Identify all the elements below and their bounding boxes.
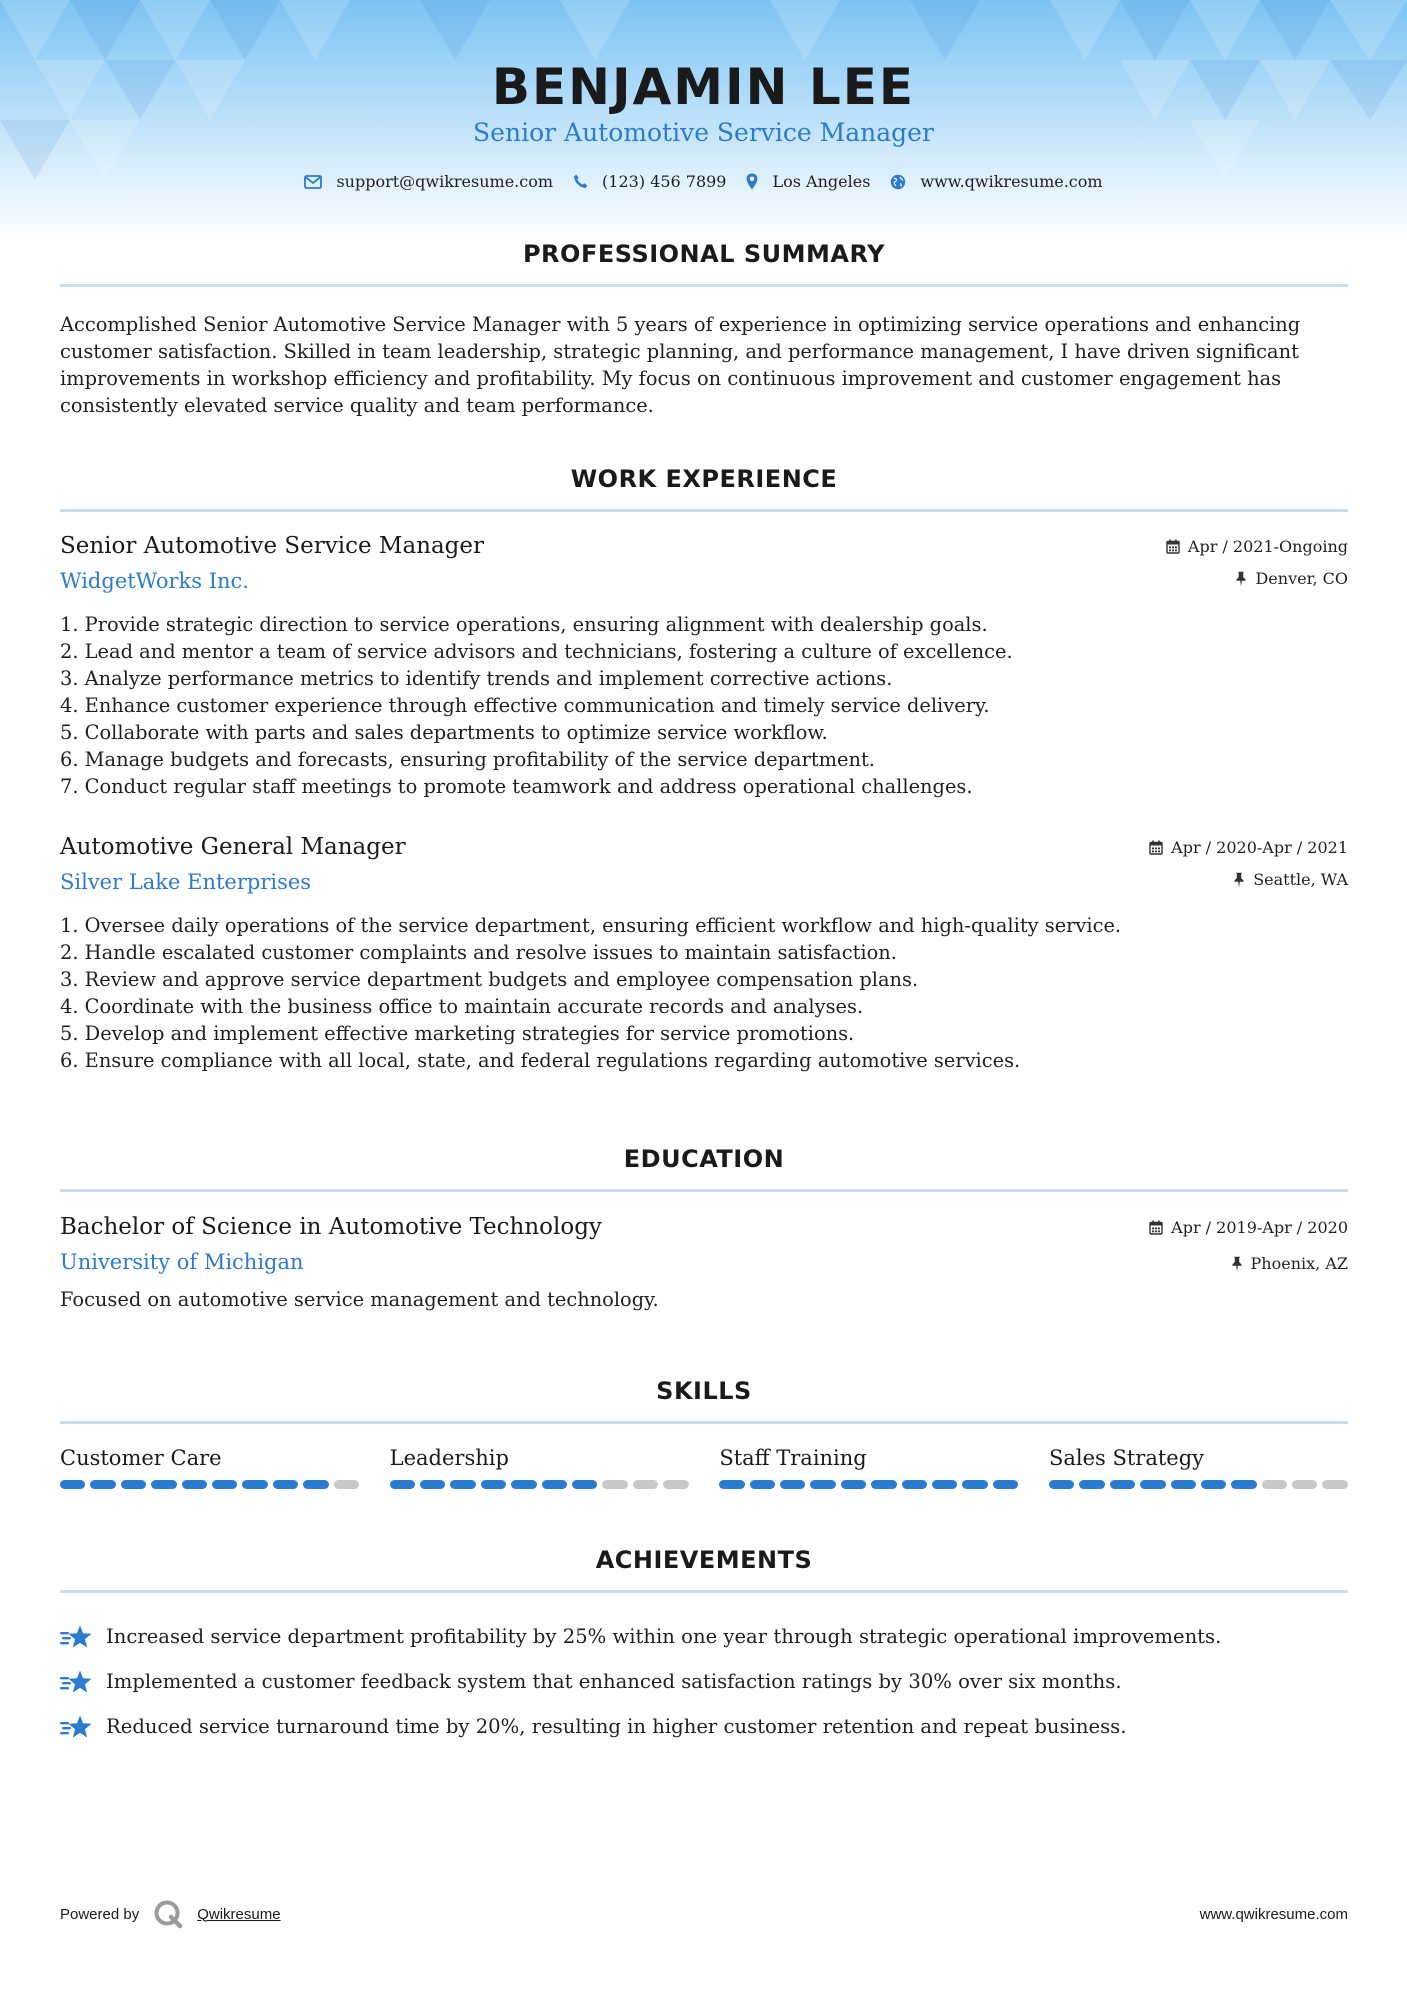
candidate-name: BENJAMIN LEE [491, 58, 916, 116]
duty-item: 1. Oversee daily operations of the service department, ensuring efficient workflow and high-quality service. [60, 914, 1122, 937]
skill-dot-empty [1322, 1480, 1347, 1489]
job-date [1149, 838, 1348, 857]
skill-dot-empty [334, 1480, 359, 1489]
education-entry [60, 1214, 1348, 1324]
job-title: Senior Automotive Service Manager [60, 533, 485, 559]
skill-dot-filled [902, 1480, 927, 1489]
skill-item [719, 1446, 1018, 1489]
skill-name: Customer Care [60, 1446, 222, 1470]
education-divider [60, 1189, 1348, 1192]
education-heading: EDUCATION [623, 1145, 785, 1173]
duty-item: 3. Analyze performance metrics to identify trends and implement corrective actions. [60, 667, 893, 690]
skill-dot-filled [151, 1480, 176, 1489]
skill-name: Sales Strategy [1048, 1446, 1205, 1470]
globe-icon [890, 174, 906, 190]
contact-website-text: www.qwikresume.com [920, 172, 1103, 191]
duty-item: 6. Manage budgets and forecasts, ensuring profitability of the service department. [60, 748, 875, 771]
candidate-role: Senior Automotive Service Manager [473, 118, 934, 147]
job-duties [60, 912, 1121, 1074]
job-location [1233, 870, 1348, 889]
achievement-item [60, 1704, 1348, 1749]
skill-name: Leadership [389, 1446, 509, 1470]
footer-brand-link[interactable]: Qwikresume [197, 1905, 281, 1923]
skill-level-bar [719, 1480, 1018, 1489]
job-date-text: Apr / 2020-Apr / 2021 [1171, 838, 1348, 857]
skills-list [60, 1446, 1348, 1489]
achievement-text: Reduced service turnaround time by 20%, resulting in higher customer retention and repeat business. [106, 1715, 1127, 1738]
skill-dot-filled [1140, 1480, 1165, 1489]
job-location-text: Denver, CO [1255, 569, 1348, 588]
skill-dot-filled [542, 1480, 567, 1489]
duty-item: 5. Collaborate with parts and sales departments to optimize service workflow. [60, 721, 828, 744]
skill-dot-filled [182, 1480, 207, 1489]
contact-email-text: support@qwikresume.com [336, 172, 554, 191]
skills-heading: SKILLS [656, 1377, 752, 1405]
education-location [1231, 1254, 1348, 1273]
pushpin-icon [1235, 571, 1247, 587]
qwikresume-logo-icon [153, 1899, 183, 1929]
skill-dot-filled [1171, 1480, 1196, 1489]
skill-dot-filled [871, 1480, 896, 1489]
skill-name: Staff Training [719, 1446, 867, 1470]
school-name: University of Michigan [60, 1250, 304, 1274]
phone-icon [573, 174, 588, 189]
skill-dot-filled [932, 1480, 957, 1489]
skill-dot-filled [212, 1480, 237, 1489]
experience-heading: WORK EXPERIENCE [570, 465, 838, 493]
achievements-heading: ACHIEVEMENTS [595, 1546, 813, 1574]
pushpin-icon [1231, 1256, 1243, 1272]
skill-dot-filled [993, 1480, 1018, 1489]
duty-item: 4. Coordinate with the business office to maintain accurate records and analyses. [60, 995, 864, 1018]
contact-location-text: Los Angeles [772, 172, 871, 191]
calendar-icon [1166, 539, 1180, 554]
duty-item: 6. Ensure compliance with all local, state, and federal regulations regarding automotive services. [60, 1049, 1021, 1072]
achievement-item [60, 1659, 1348, 1704]
skill-dot-filled [511, 1480, 536, 1489]
education-location-text: Phoenix, AZ [1250, 1254, 1348, 1273]
skill-dot-filled [719, 1480, 744, 1489]
skill-dot-filled [121, 1480, 146, 1489]
skill-dot-filled [303, 1480, 328, 1489]
pushpin-icon [1233, 872, 1245, 888]
calendar-icon [1149, 1220, 1163, 1235]
job-date-text: Apr / 2021-Ongoing [1187, 537, 1348, 556]
skill-dot-filled [780, 1480, 805, 1489]
skill-dot-filled [420, 1480, 445, 1489]
footer-powered-by [60, 1899, 281, 1929]
job-location-text: Seattle, WA [1253, 870, 1348, 889]
skill-dot-filled [90, 1480, 115, 1489]
skill-dot-filled [60, 1480, 85, 1489]
skill-item [390, 1446, 689, 1489]
duty-item: 3. Review and approve service department budgets and employee compensation plans. [60, 968, 919, 991]
job-company: WidgetWorks Inc. [60, 569, 249, 593]
contact-bar [0, 172, 1407, 191]
skill-dot-empty [1262, 1480, 1287, 1489]
achievements-list [60, 1614, 1348, 1749]
achievement-text: Implemented a customer feedback system that enhanced satisfaction ratings by 30% over six months. [106, 1670, 1122, 1693]
duty-item: 1. Provide strategic direction to service operations, ensuring alignment with dealership goals. [60, 613, 988, 636]
star-icon [60, 1669, 94, 1695]
duty-item: 2. Lead and mentor a team of service advisors and technicians, fostering a culture of excellence. [60, 640, 1013, 663]
skill-level-bar [60, 1480, 359, 1489]
job-company: Silver Lake Enterprises [60, 870, 312, 894]
contact-phone-text: (123) 456 7899 [602, 172, 727, 191]
duty-item: 7. Conduct regular staff meetings to promote teamwork and address operational challenges. [60, 775, 973, 798]
experience-divider [60, 509, 1348, 512]
job-duties [60, 611, 1013, 800]
skill-dot-filled [810, 1480, 835, 1489]
duty-item: 5. Develop and implement effective marketing strategies for service promotions. [60, 1022, 855, 1045]
map-marker-icon [746, 173, 758, 190]
envelope-icon [304, 175, 322, 189]
education-description: Focused on automotive service management and technology. [60, 1288, 659, 1311]
skill-dot-filled [1231, 1480, 1256, 1489]
summary-divider [60, 284, 1348, 287]
summary-heading: PROFESSIONAL SUMMARY [522, 240, 886, 268]
job-date [1166, 537, 1348, 556]
contact-phone[interactable] [573, 172, 726, 191]
skill-dot-filled [1079, 1480, 1104, 1489]
skill-dot-filled [572, 1480, 597, 1489]
contact-website[interactable] [890, 172, 1102, 191]
skill-item [60, 1446, 359, 1489]
contact-email[interactable] [304, 172, 553, 191]
job-entry [60, 533, 1348, 808]
skill-dot-filled [1110, 1480, 1135, 1489]
skill-dot-filled [962, 1480, 987, 1489]
skill-dot-empty [1292, 1480, 1317, 1489]
skill-dot-filled [242, 1480, 267, 1489]
achievement-item [60, 1614, 1348, 1659]
skill-dot-filled [841, 1480, 866, 1489]
star-icon [60, 1714, 94, 1740]
skill-dot-filled [1201, 1480, 1226, 1489]
contact-location [746, 172, 870, 191]
skill-dot-filled [750, 1480, 775, 1489]
achievements-divider [60, 1590, 1348, 1593]
skills-divider [60, 1421, 1348, 1424]
skill-level-bar [390, 1480, 689, 1489]
star-icon [60, 1624, 94, 1650]
skill-level-bar [1049, 1480, 1348, 1489]
duty-item: 2. Handle escalated customer complaints and resolve issues to maintain satisfaction. [60, 941, 897, 964]
achievement-text: Increased service department profitability by 25% within one year through strategic operational improvements. [106, 1625, 1222, 1648]
powered-by-label: Powered by [60, 1905, 140, 1923]
summary-text: Accomplished Senior Automotive Service Manager with 5 years of experience in optimizing service operations and enhancing customer satisfaction. Skilled in team leadership, strategic planning, and performance management, I have driven significant improvements in workshop efficiency and profitability. My focus on continuous improvement and customer engagement has consistently elevated service quality and team performance. [60, 313, 1301, 417]
skill-item [1049, 1446, 1348, 1489]
skill-dot-filled [1049, 1480, 1074, 1489]
skill-dot-empty [663, 1480, 688, 1489]
skill-dot-empty [602, 1480, 627, 1489]
duty-item: 4. Enhance customer experience through effective communication and timely service delivery. [60, 694, 990, 717]
job-title: Automotive General Manager [60, 834, 406, 860]
job-location [1235, 569, 1348, 588]
degree-title: Bachelor of Science in Automotive Technology [60, 1214, 602, 1240]
calendar-icon [1149, 840, 1163, 855]
job-entry [60, 834, 1348, 1084]
skill-dot-filled [481, 1480, 506, 1489]
skill-dot-filled [450, 1480, 475, 1489]
education-date [1149, 1218, 1348, 1237]
skill-dot-filled [390, 1480, 415, 1489]
education-date-text: Apr / 2019-Apr / 2020 [1171, 1218, 1348, 1237]
skill-dot-empty [633, 1480, 658, 1489]
skill-dot-filled [273, 1480, 298, 1489]
footer-website[interactable]: www.qwikresume.com [1199, 1906, 1348, 1923]
